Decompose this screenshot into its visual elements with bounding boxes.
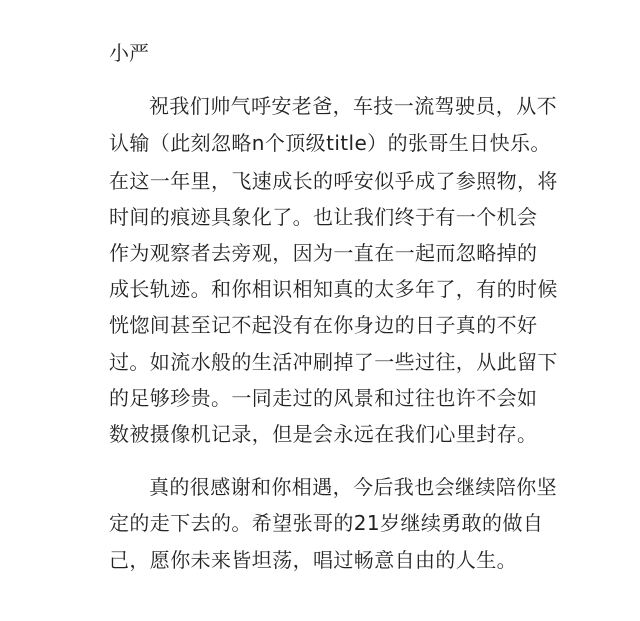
- paragraph-1-line-6: 成长轨迹。和你相识相知真的太多年了，有的时候: [109, 277, 558, 301]
- paragraph-1-line-2: 认输（此刻忽略n个顶级title）的张哥生日快乐。: [109, 131, 551, 155]
- paragraph-2-line-3: 己，愿你未来皆坦荡，唱过畅意自由的人生。: [109, 548, 517, 572]
- paragraph-1-line-10: 数被摄像机记录，但是会永远在我们心里封存。: [109, 422, 538, 446]
- paragraph-1-line-1: 祝我们帅气呼安老爸，车技一流驾驶员，从不: [149, 94, 557, 118]
- paragraph-1-line-3: 在这一年里，飞速成长的呼安似乎成了参照物，将: [109, 169, 558, 193]
- paragraph-2-line-2: 定的走下去的。希望张哥的21岁继续勇敢的做自: [109, 511, 544, 535]
- paragraph-1-line-9: 的足够珍贵。一同走过的风景和过往也许不会如: [109, 386, 538, 410]
- paragraph-1-line-5: 作为观察者去旁观，因为一直在一起而忽略掉的: [109, 241, 538, 265]
- paragraph-1-line-8: 过。如流水般的生活冲刷掉了一些过往，从此留下: [109, 350, 558, 374]
- paragraph-2-line-1: 真的很感谢和你相遇，今后我也会继续陪你坚: [149, 475, 557, 499]
- salutation: 小严: [109, 41, 149, 65]
- paragraph-1-line-4: 时间的痕迹具象化了。也让我们终于有一个机会: [109, 205, 538, 229]
- paragraph-1-line-7: 恍惚间甚至记不起没有在你身边的日子真的不好: [109, 313, 538, 337]
